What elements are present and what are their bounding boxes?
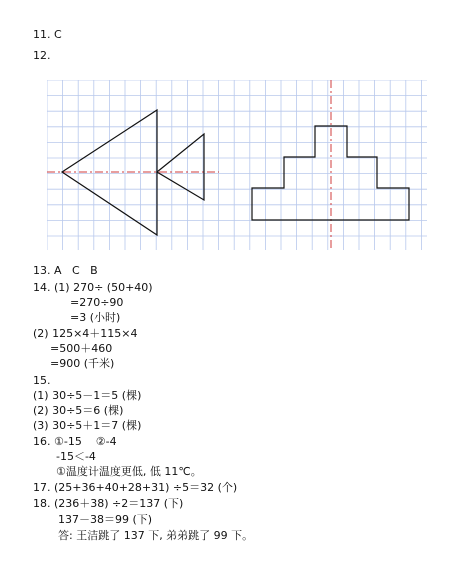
answer-14-line2: =270÷90 xyxy=(70,296,124,309)
answer-15-line1: (1) 30÷5－1＝5 (棵) xyxy=(33,389,142,402)
answer-16-line2: -15＜-4 xyxy=(56,450,96,463)
answer-12-label: 12. xyxy=(33,49,51,62)
answer-15-line2: (2) 30÷5＝6 (棵) xyxy=(33,404,124,417)
answer-14-line4: (2) 125×4＋115×4 xyxy=(33,327,138,340)
answer-15-line3: (3) 30÷5＋1＝7 (棵) xyxy=(33,419,142,432)
answer-16-line1: 16. ①-15 ②-4 xyxy=(33,435,117,448)
answer-18-line2: 137－38＝99 (下) xyxy=(58,513,153,526)
answer-18-line1: 18. (236＋38) ÷2＝137 (下) xyxy=(33,497,184,510)
answer-14-line3: =3 (小时) xyxy=(70,311,121,324)
answer-14-line5: =500＋460 xyxy=(50,342,113,355)
answer-18-line3: 答: 王洁跳了 137 下, 弟弟跳了 99 下。 xyxy=(58,529,254,542)
small-triangle xyxy=(157,134,204,200)
grid-lines xyxy=(47,80,427,250)
answer-16-line3: ①温度计温度更低, 低 11℃。 xyxy=(56,465,202,478)
answer-14-line6: =900 (千米) xyxy=(50,357,115,370)
grid-figure xyxy=(47,80,427,250)
answer-13: 13. A C B xyxy=(33,264,98,277)
answer-17: 17. (25+36+40+28+31) ÷5＝32 (个) xyxy=(33,481,238,494)
answer-14-line1: 14. (1) 270÷ (50+40) xyxy=(33,281,153,294)
answer-11: 11. C xyxy=(33,28,62,41)
answer-15-head: 15. xyxy=(33,374,51,387)
